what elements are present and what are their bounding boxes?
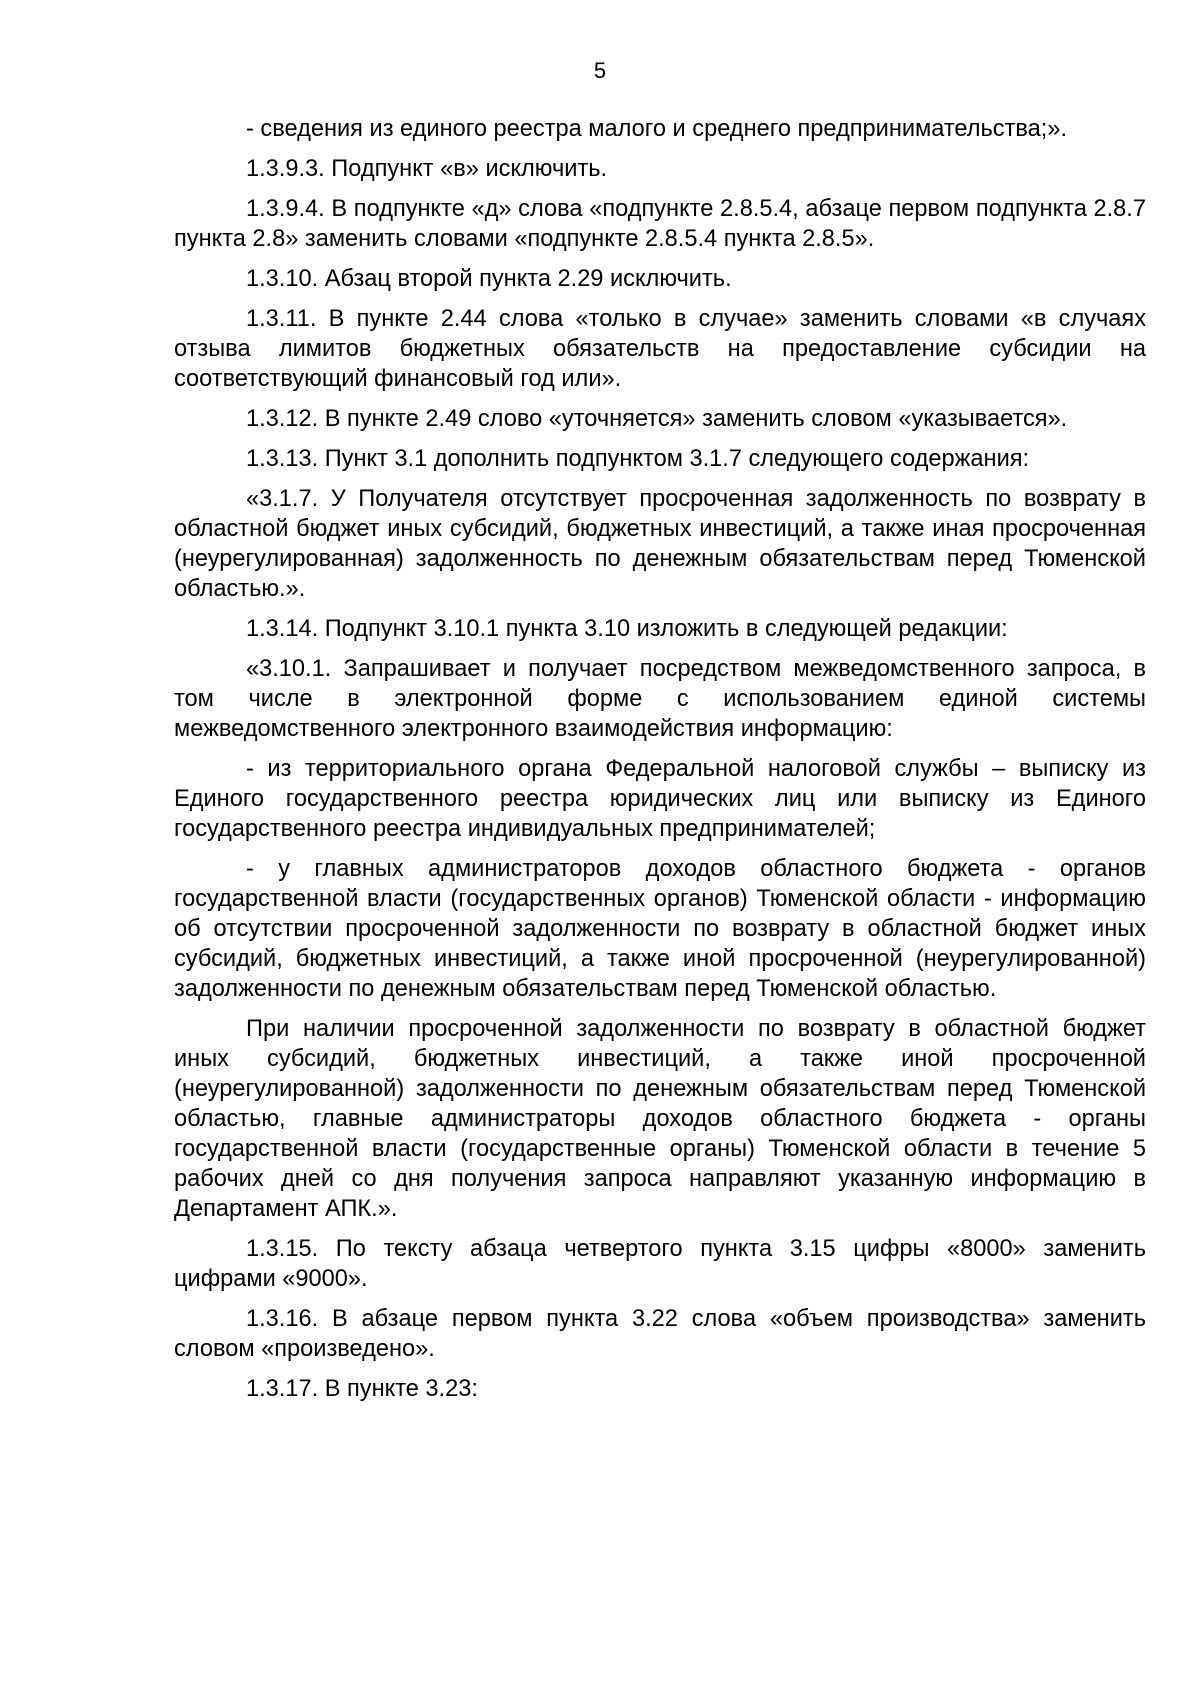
paragraph: 1.3.11. В пункте 2.44 слова «только в случае» заменить словами «в случаях отзыва лимитов бюджетных обязательств на предоставление субсидии на соответствующий финансовый год или».: [174, 306, 1146, 392]
paragraph: 1.3.9.3. Подпункт «в» исключить.: [246, 156, 608, 182]
page-number: 5: [593, 58, 607, 83]
paragraph: 1.3.17. В пункте 3.23:: [246, 1376, 478, 1402]
document-body: [174, 114, 1146, 1414]
paragraph: 1.3.12. В пункте 2.49 слово «уточняется» заменить словом «указывается».: [246, 406, 1068, 432]
paragraph: «3.10.1. Запрашивает и получает посредством межведомственного запроса, в том числе в электронной форме с использованием единой системы межведомственного электронного взаимодействия информацию:: [174, 656, 1146, 742]
paragraph: - из территориального органа Федеральной налоговой службы – выписку из Единого государственного реестра юридических лиц или выписку из Единого государственного реестра индивидуальных предпринимателей;: [174, 756, 1146, 842]
paragraph: При наличии просроченной задолженности по возврату в областной бюджет иных субсидий, бюджетных инвестиций, а также иной просроченной (неурегулированной) задолженности по денежным обязательствам перед Тюменской областью, главные администраторы доходов областного бюджета - органы государственной власти (государственные органы) Тюменской области в течение 5 рабочих дней со дня получения запроса направляют указанную информацию в Департамент АПК.».: [174, 1016, 1146, 1222]
paragraph: 1.3.15. По тексту абзаца четвертого пункта 3.15 цифры «8000» заменить цифрами «9000».: [174, 1236, 1146, 1292]
paragraph: 1.3.16. В абзаце первом пункта 3.22 слова «объем производства» заменить словом «произведено».: [174, 1306, 1146, 1362]
paragraph: - у главных администраторов доходов областного бюджета - органов государственной власти (государственных органов) Тюменской области - информацию об отсутствии просроченной задолженности по возврату в областной бюджет иных субсидий, бюджетных инвестиций, а также иной просроченной (неурегулированной) задолженности по денежным обязательствам перед Тюменской областью.: [174, 856, 1146, 1002]
paragraph: 1.3.9.4. В подпункте «д» слова «подпункте 2.8.5.4, абзаце первом подпункта 2.8.7 пункта 2.8» заменить словами «подпункте 2.8.5.4 пункта 2.8.5».: [174, 196, 1146, 252]
paragraph: «3.1.7. У Получателя отсутствует просроченная задолженность по возврату в областной бюджет иных субсидий, бюджетных инвестиций, а также иная просроченная (неурегулированная) задолженность по денежным обязательствам перед Тюменской областью.».: [174, 486, 1146, 602]
paragraph: - сведения из единого реестра малого и среднего предпринимательства;».: [246, 116, 1068, 142]
paragraph: 1.3.10. Абзац второй пункта 2.29 исключить.: [246, 266, 732, 292]
paragraph: 1.3.14. Подпункт 3.10.1 пункта 3.10 изложить в следующей редакции:: [246, 616, 1008, 642]
paragraph: 1.3.13. Пункт 3.1 дополнить подпунктом 3.1.7 следующего содержания:: [246, 446, 1030, 472]
